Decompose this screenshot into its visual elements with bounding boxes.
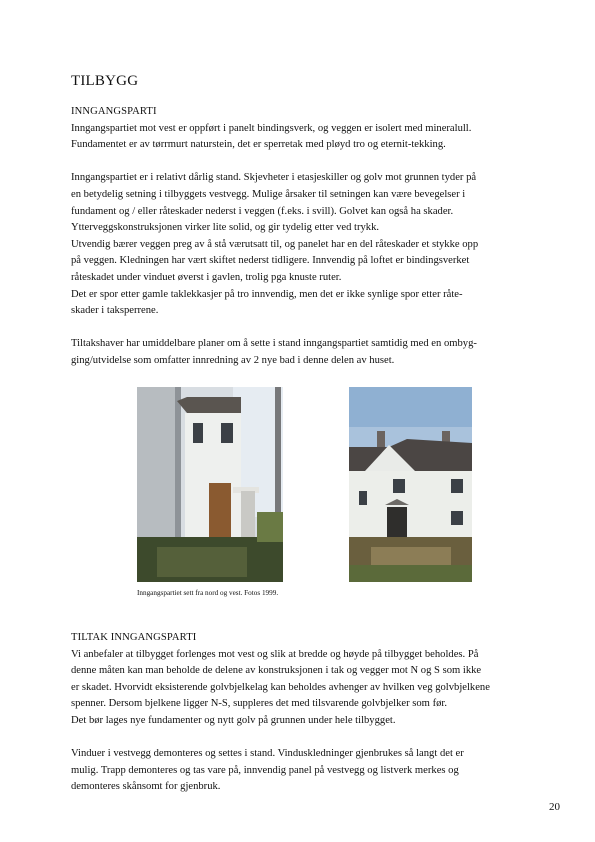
text-line: Fundamentet er av tørrmurt naturstein, det er sperretak med pløyd tro og eternit-tekking. xyxy=(71,139,446,151)
photo-entrance-north-image xyxy=(137,387,283,582)
page-number: 20 xyxy=(549,801,560,813)
text-line: er skadet. Hvorvidt eksisterende golvbjelkelag kan beholdes avhenger av hvilken veg golvbjelkene xyxy=(71,681,490,693)
text-line: på veggen. Kledningen har vært skiftet nederst tidligere. Innvendig på loftet er bindingsverket xyxy=(71,255,470,267)
photo-entrance-west xyxy=(349,387,472,582)
text-line: Det bør lages nye fundamenter og nytt golv på grunnen under hele tilbygget. xyxy=(71,714,396,726)
text-line: Vi anbefaler at tilbygget forlenges mot vest og slik at bredde og høyde på tilbygget beholdes. På xyxy=(71,648,479,660)
text-line: skader i taksperrene. xyxy=(71,305,159,317)
section-inngangsparti xyxy=(71,104,541,370)
photo-entrance-west-image xyxy=(349,387,472,582)
text-line: Ytterveggskonstruksjonen virker lite solid, og gir tydelig etter ved trykk. xyxy=(71,222,380,234)
text-line: demonteres skånsomt for gjenbruk. xyxy=(71,781,221,793)
text-line: denne måten kan man beholde de delene av konstruksjonen i tak og vegger mot N og S som ikke xyxy=(71,665,482,677)
text-line: Inngangspartiet er i relativt dårlig stand. Skjevheter i etasjeskiller og golv mot grunnen tyder på xyxy=(71,172,477,184)
section-heading: INNGANGSPARTI xyxy=(71,106,157,117)
text-line: Det er spor etter gamle taklekkasjer på tro innvendig, men det er ikke synlige spor etter råte- xyxy=(71,288,463,300)
text-line: spenner. Dersom bjelkene ligger N-S, suppleres det med tilsvarende golvbjelker som før. xyxy=(71,698,447,710)
text-line: Utvendig bærer veggen preg av å stå værutsatt til, og panelet har en del råteskader et stykke opp xyxy=(71,238,479,250)
page-title: TILBYGG xyxy=(71,73,139,89)
text-line: ging/utvidelse som omfatter innredning av 2 nye bad i denne delen av huset. xyxy=(71,354,395,366)
text-line: Tiltakshaver har umiddelbare planer om å sette i stand inngangspartiet samtidig med en ombyg- xyxy=(71,338,477,350)
photo-entrance-north xyxy=(137,387,283,582)
text-line: Inngangspartiet mot vest er oppført i panelt bindingsverk, og veggen er isolert med mineralull. xyxy=(71,122,472,134)
section-heading: TILTAK INNGANGSPARTI xyxy=(71,632,197,643)
text-line: en betydelig setning i tilbyggets vestvegg. Mulige årsaker til setningen kan være bevegelser i xyxy=(71,188,466,200)
text-line: Vinduer i vestvegg demonteres og settes i stand. Vinduskledninger gjenbrukes så langt det er xyxy=(71,748,464,760)
text-line: mulig. Trapp demonteres og tas vare på, innvendig panel på vestvegg og listverk merkes og xyxy=(71,764,459,776)
section-tiltak-inngangsparti xyxy=(71,630,541,796)
text-line: råteskadet under vinduet øverst i gavlen, trolig pga knuste ruter. xyxy=(71,271,342,283)
text-line: fundament og / eller råteskader nederst i veggen (f.eks. i svill). Golvet kan også ha skader. xyxy=(71,205,454,217)
photo-caption: Inngangspartiet sett fra nord og vest. Fotos 1999. xyxy=(137,589,279,597)
